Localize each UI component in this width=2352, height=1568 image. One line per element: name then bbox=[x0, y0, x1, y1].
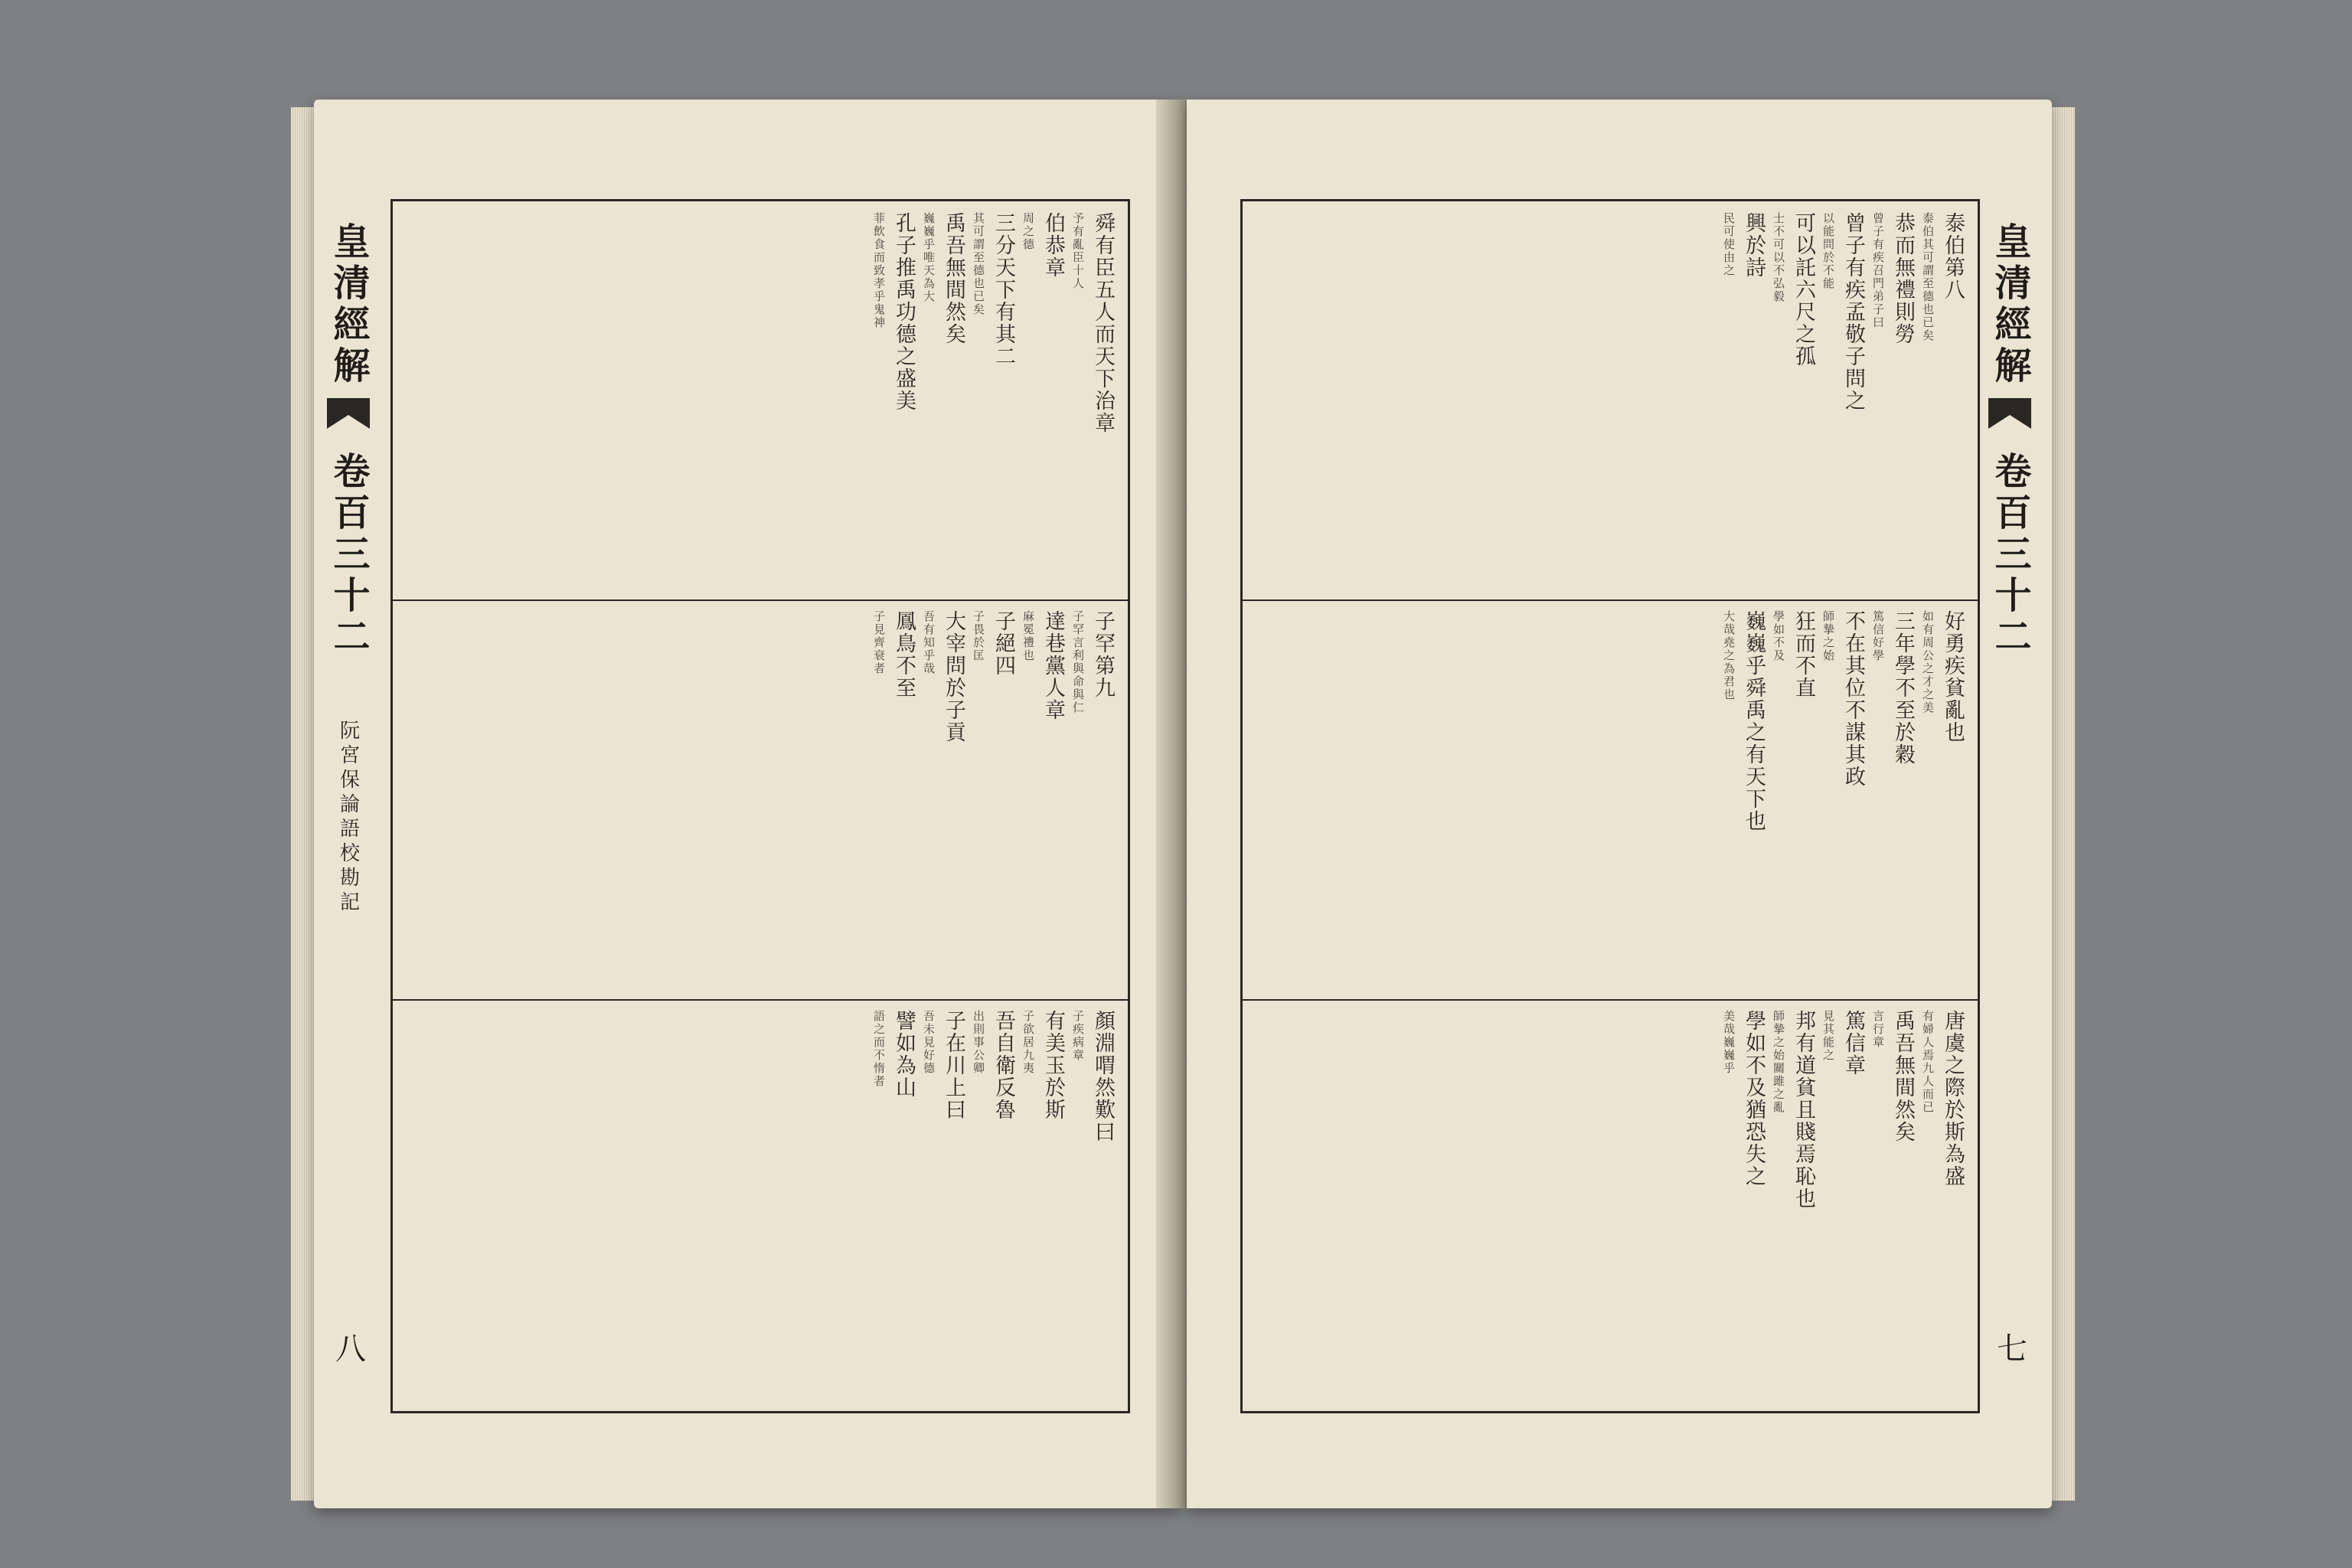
text-column: 子在川上曰 bbox=[942, 1010, 965, 1121]
text-column: 士不可以不弘毅 bbox=[1772, 212, 1785, 303]
volume-label: 卷百三十二 bbox=[327, 452, 370, 658]
fishtail-mark bbox=[1988, 398, 2031, 429]
text-column: 周之德 bbox=[1021, 212, 1035, 251]
text-column: 民可使由之 bbox=[1722, 212, 1736, 277]
text-column: 唐虞之際於斯為盛 bbox=[1941, 1010, 1965, 1187]
text-column: 巍巍乎舜禹之有天下也 bbox=[1742, 610, 1766, 832]
text-column: 吾有知乎哉 bbox=[922, 610, 936, 675]
text-column: 語之而不惰者 bbox=[872, 1010, 886, 1088]
text-column: 子罕第九 bbox=[1091, 610, 1115, 699]
text-column: 學如不及猶恐失之 bbox=[1742, 1010, 1766, 1187]
folio-number: 七 bbox=[1991, 1332, 2027, 1363]
text-column: 大哉堯之為君也 bbox=[1722, 610, 1736, 701]
fishtail-mark bbox=[327, 398, 370, 429]
running-head: 皇清經解 bbox=[327, 222, 370, 387]
text-column: 孔子推禹功德之盛美 bbox=[892, 212, 916, 412]
text-column: 子欲居九夷 bbox=[1021, 1010, 1035, 1075]
running-head: 皇清經解 bbox=[1988, 222, 2031, 387]
right-text-frame bbox=[1240, 199, 1980, 1413]
right-lower-band bbox=[1243, 999, 1978, 1411]
open-book bbox=[291, 77, 2082, 1516]
text-column: 吾自衛反魯 bbox=[991, 1010, 1015, 1121]
left-middle-band bbox=[393, 599, 1128, 1001]
text-column: 師摯之始關雎之亂 bbox=[1772, 1010, 1785, 1114]
folio-number: 八 bbox=[330, 1332, 366, 1363]
text-column: 巍巍乎唯天為大 bbox=[922, 212, 936, 303]
volume-label: 卷百三十二 bbox=[1988, 452, 2031, 658]
text-column: 子疾病章 bbox=[1071, 1010, 1085, 1062]
text-column: 譬如為山 bbox=[892, 1010, 916, 1099]
text-column: 其可謂至德也已矣 bbox=[972, 212, 985, 316]
left-page bbox=[314, 100, 1179, 1508]
text-column: 美哉巍巍乎 bbox=[1722, 1010, 1736, 1075]
text-column: 有美玉於斯 bbox=[1041, 1010, 1065, 1121]
text-column: 予有亂臣十人 bbox=[1071, 212, 1085, 290]
text-column: 如有周公之才之美 bbox=[1921, 610, 1935, 714]
text-column: 邦有道貧且賤焉恥也 bbox=[1792, 1010, 1815, 1210]
text-column: 篤信好學 bbox=[1871, 610, 1885, 662]
text-column: 吾未見好德 bbox=[922, 1010, 936, 1075]
text-column: 泰伯第八 bbox=[1941, 212, 1965, 301]
left-upper-band bbox=[393, 201, 1128, 601]
text-column: 恭而無禮則勞 bbox=[1891, 212, 1915, 345]
text-column: 禹吾無間然矣 bbox=[942, 212, 965, 345]
right-middle-band bbox=[1243, 599, 1978, 1001]
text-column: 子畏於匡 bbox=[972, 610, 985, 662]
text-column: 三分天下有其二 bbox=[991, 212, 1015, 368]
text-column: 好勇疾貧亂也 bbox=[1941, 610, 1965, 743]
text-column: 達巷黨人章 bbox=[1041, 610, 1065, 721]
left-page-margin bbox=[322, 199, 375, 1409]
text-column: 言行章 bbox=[1871, 1010, 1885, 1049]
text-column: 大宰問於子貢 bbox=[942, 610, 965, 743]
text-column: 泰伯其可謂至德也已矣 bbox=[1921, 212, 1935, 342]
text-column: 舜有臣五人而天下治章 bbox=[1091, 212, 1115, 434]
text-column: 曾子有疾召門弟子曰 bbox=[1871, 212, 1885, 329]
publisher-note: 阮宮保論語校勘記 bbox=[336, 720, 360, 916]
text-column: 可以託六尺之孤 bbox=[1792, 212, 1815, 368]
text-column: 禹吾無間然矣 bbox=[1891, 1010, 1915, 1143]
text-column: 鳳鳥不至 bbox=[892, 610, 916, 699]
text-column: 篤信章 bbox=[1841, 1010, 1865, 1076]
text-column: 出則事公卿 bbox=[972, 1010, 985, 1075]
text-column: 子見齊衰者 bbox=[872, 610, 886, 675]
text-column: 有婦人焉九人而已 bbox=[1921, 1010, 1935, 1114]
text-column: 興於詩 bbox=[1742, 212, 1766, 279]
text-column: 顏淵喟然歎曰 bbox=[1091, 1010, 1115, 1143]
right-upper-band bbox=[1243, 201, 1978, 601]
text-column: 學如不及 bbox=[1772, 610, 1785, 662]
right-page bbox=[1187, 100, 2052, 1508]
text-column: 狂而不直 bbox=[1792, 610, 1815, 699]
text-column: 伯恭章 bbox=[1041, 212, 1065, 279]
left-text-frame bbox=[390, 199, 1130, 1413]
text-column: 麻冕禮也 bbox=[1021, 610, 1035, 662]
text-column: 師摯之始 bbox=[1821, 610, 1835, 662]
text-column: 不在其位不謀其政 bbox=[1841, 610, 1865, 788]
text-column: 三年學不至於穀 bbox=[1891, 610, 1915, 766]
text-column: 見其能之 bbox=[1821, 1010, 1835, 1062]
text-column: 菲飲食而致孝乎鬼神 bbox=[872, 212, 886, 329]
text-column: 曾子有疾孟敬子問之 bbox=[1841, 212, 1865, 412]
left-lower-band bbox=[393, 999, 1128, 1411]
text-column: 子罕言利與命與仁 bbox=[1071, 610, 1085, 714]
right-page-margin bbox=[1983, 199, 2037, 1409]
text-column: 子絕四 bbox=[991, 610, 1015, 677]
text-column: 以能問於不能 bbox=[1821, 212, 1835, 290]
